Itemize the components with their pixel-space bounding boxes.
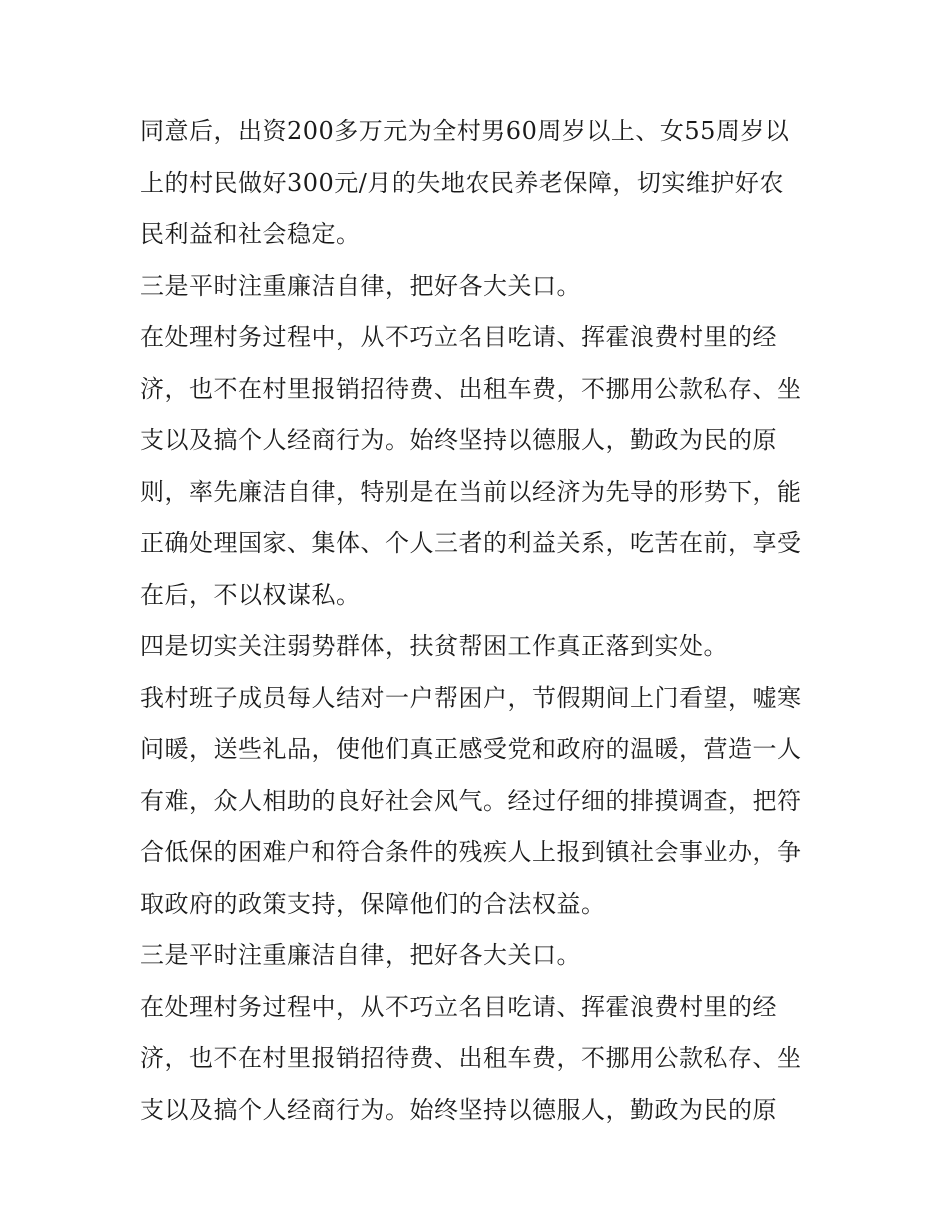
text-line: 问暖，送些礼品，使他们真正感受党和政府的温暖，营造一人 (140, 735, 802, 763)
text-line: 上的村民做好300元/月的失地农民养老保障，切实维护好农 (140, 168, 784, 197)
text-line: 在处理村务过程中，从不巧立名目吃请、挥霍浪费村里的经 (140, 992, 777, 1021)
text-line: 合低保的困难户和符合条件的残疾人上报到镇社会事业办，争 (140, 838, 802, 866)
text-line: 支以及搞个人经商行为。始终坚持以德服人，勤政为民的原 (140, 1095, 777, 1124)
text-line: 我村班子成员每人结对一户帮困户，节假期间上门看望，嘘寒 (140, 683, 802, 712)
section-heading: 四是切实关注弱势群体，扶贫帮困工作真正落到实处。 (140, 632, 728, 660)
section-heading: 三是平时注重廉洁自律，把好各大关口。 (140, 941, 581, 969)
text-line: 同意后，出资200多万元为全村男60周岁以上、女55周岁以 (140, 117, 790, 145)
text-line: 济，也不在村里报销招待费、出租车费，不挪用公款私存、坐 (140, 1044, 802, 1072)
section-heading: 三是平时注重廉洁自律，把好各大关口。 (140, 271, 581, 300)
text-line: 在后，不以权谋私。 (140, 580, 361, 609)
text-line: 济，也不在村里报销招待费、出租车费，不挪用公款私存、坐 (140, 374, 802, 403)
text-line: 正确处理国家、集体、个人三者的利益关系，吃苦在前，享受 (140, 529, 802, 557)
document-body (140, 106, 820, 1136)
text-line: 支以及搞个人经商行为。始终坚持以德服人，勤政为民的原 (140, 426, 777, 454)
text-line: 民利益和社会稳定。 (140, 220, 361, 248)
text-line: 则，率先廉洁自律，特别是在当前以经济为先导的形势下，能 (140, 477, 802, 506)
text-line: 取政府的政策支持，保障他们的合法权益。 (140, 889, 606, 918)
text-line: 在处理村务过程中，从不巧立名目吃请、挥霍浪费村里的经 (140, 323, 777, 351)
text-line: 有难，众人相助的良好社会风气。经过仔细的排摸调查，把符 (140, 786, 802, 815)
